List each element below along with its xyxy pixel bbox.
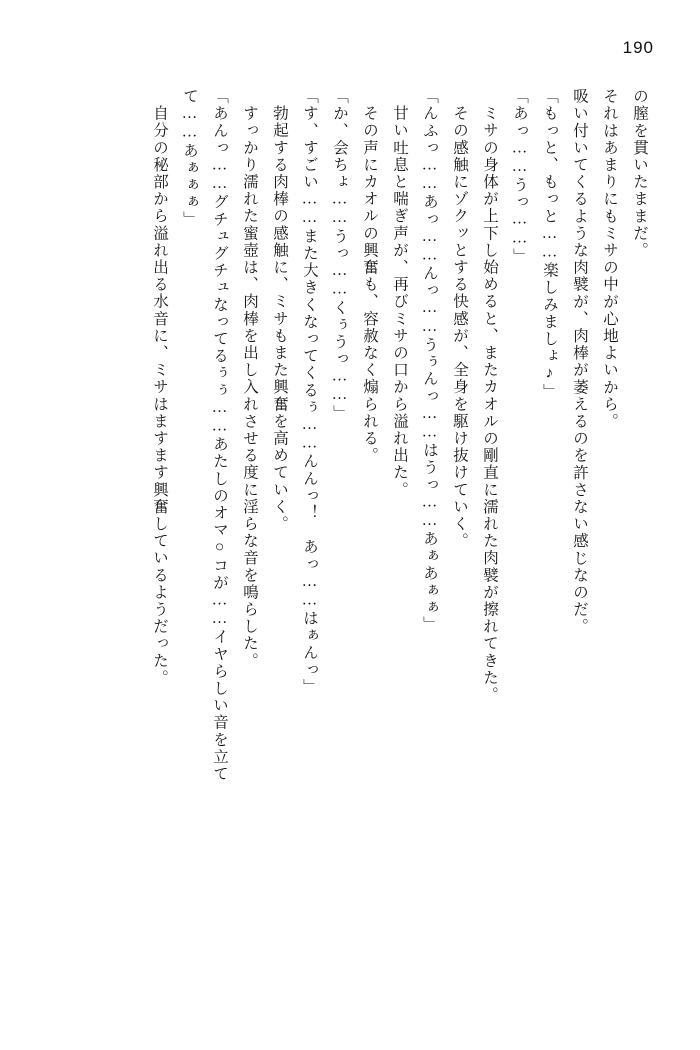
text-line: 「あんっ……グチュグチュなってるぅぅ……あたしのオマ○コが……イヤらしい音を立て: [211, 88, 228, 783]
page-text-body: [46, 88, 654, 1004]
text-line: 「か、会ちょ……うっ……くぅうっ……」: [331, 88, 348, 422]
text-line: の膣を貫いたままだ。: [631, 88, 648, 259]
text-line: 「あっ……うっ……」: [511, 88, 528, 265]
text-line: それはあまりにもミサの中が心地よいから。: [601, 88, 618, 430]
text-line: 吸い付いてくるような肉襞が、肉棒が萎えるのを許さない感じなのだ。: [571, 88, 588, 636]
text-line: 自分の秘部から溢れ出る水音に、ミサはますます興奮しているようだった。: [151, 105, 168, 687]
text-line: その感触にゾクッとする快感が、全身を駆け抜けていく。: [451, 105, 468, 550]
text-line: その声にカオルの興奮も、容赦なく煽られる。: [361, 105, 378, 465]
text-line: すっかり濡れた蜜壺は、肉棒を出し入れさせる度に淫らな音を鳴らした。: [241, 105, 258, 670]
text-line: ミサの身体が上下し始めると、またカオルの剛直に濡れた肉襞が擦れてきた。: [481, 105, 498, 704]
text-line: 「んふっ……あっ……んっ……うぅんっ……はうっ……あぁあぁぁ」: [421, 88, 438, 634]
text-line: て……あぁぁぁ」: [181, 88, 198, 228]
page-number: 190: [622, 38, 654, 57]
text-line: 甘い吐息と喘ぎ声が、再びミサの口から溢れ出た。: [391, 105, 408, 499]
text-line: 「もっと、もっと……楽しみましょ♪」: [541, 88, 558, 401]
text-line: 「す、すごい……また大きくなってくるぅ……んんっ！ あっ……はぁんっ」: [301, 88, 318, 696]
text-line: 勃起する肉棒の感触に、ミサもまた興奮を高めていく。: [271, 105, 288, 533]
